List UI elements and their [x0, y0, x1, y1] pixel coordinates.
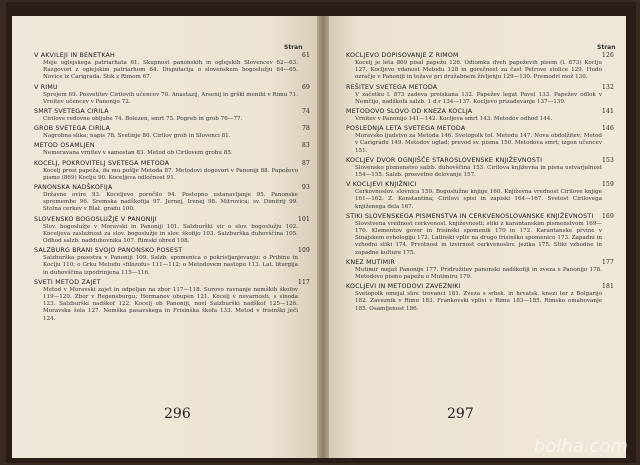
chapter-page-number: 93 [301, 184, 310, 192]
chapter-title-text: KNEZ MUTIMIR [346, 258, 395, 266]
chapter-title-text: REŠITEV SVETEGA METODA [346, 83, 438, 91]
chapter-page-number: 169 [601, 212, 614, 220]
toc-entry [34, 52, 310, 82]
watermark: bolha.com [533, 436, 628, 457]
toc-entry [34, 108, 310, 123]
chapter-page-number: 132 [601, 83, 614, 91]
toc-entry [346, 52, 614, 82]
chapter-page-number: 74 [301, 108, 310, 116]
chapter-page-number: 109 [297, 247, 310, 255]
chapter-title-text: POSLEDNJA LETA SVETEGA METODA [346, 125, 466, 133]
chapter-title-text: KOCLJEV DVOR OGNJIŠČE STAROSLOVENSKE KNJIŽEVNOSTI [346, 156, 543, 164]
chapter-summary: Mutimir mejaš Panonije 177. Pridružitev panonski nadškofiji in zveza s Panonijo 178. Metodovo pismo papežu o Mutimiru 179. [355, 266, 602, 281]
toc-entry [346, 213, 614, 257]
toc-entry [346, 181, 614, 211]
table-of-contents-right [346, 52, 614, 315]
chapter-title-text: SALZBURG BRANI SVOJO PANONSKO POSEST [34, 247, 183, 255]
chapter-summary: Nagrobna slika; napis 78. Svetinje 80. Cirilov grob in Slovenci 81. [43, 133, 231, 140]
chapter-title-text: V KOCLJEVI KNJIŽNICI [346, 181, 417, 189]
chapter-summary: Moravsko ljudstvo za Metoda 146. Svetopolk tol. Metodu 147. Nova obdolžitev; Metod v Carigradu 149. Metodov uglad; prevod sv. pisma 150. Metodova smrt; izgon učencev 151. [355, 133, 602, 154]
page-column-label: Stran [284, 44, 303, 51]
chapter-title [34, 52, 310, 60]
chapter-page-number: 146 [601, 125, 614, 133]
chapter-page-number: 87 [301, 159, 310, 167]
chapter-summary: Slovensko pismenstvo salzb. duhovščina 153. Cirilova književna in pisna ustvarjalnost 154—155. Salzb. prosvetno delovanje 157. [355, 164, 602, 179]
chapter-title-text: SMRT SVETEGA CIRILA [34, 108, 109, 116]
chapter-title-text: V AKVILEJI IN BENETKAH [34, 52, 115, 59]
chapter-summary: Nemeravana vrnitev v samostan 83. Metod ob Cirilovem grobu 85. [43, 150, 233, 157]
chapter-page-number: 117 [297, 278, 310, 286]
chapter-page-number: 181 [601, 283, 614, 291]
chapter-title [346, 125, 614, 133]
chapter-summary: V začetku l. 873 zadeva preiskana 132. Papežev legat Pavel 133. Papežev odlok v Nemčijo, nadškofa salzb. 1 d.r 134—137. Kocljevo prizadevanje 137—139. [355, 91, 602, 105]
chapter-title-text: SLOVENSKO BOGOSLUŽJE V PANONIJI [34, 215, 157, 223]
chapter-summary: Salzburška posestva v Panoniji 109. Salzb. spomenica o pokristjanjevanju; o Pribinu in Koclju 110; o Grku Metodu «filozofu» 111—112; o Metodovem nastopu 113. Lat. liturgija in duhovščina izpodrinjena 115—116. [43, 255, 298, 276]
chapter-page-number: 83 [301, 142, 310, 150]
chapter-page-number: 61 [301, 52, 310, 59]
chapter-title [346, 181, 614, 189]
table-of-contents-left [34, 52, 310, 325]
chapter-title [346, 259, 614, 267]
chapter-summary: Slov. bogoslužje v Moravski in Panoniji 101. Salzburški vir o slov. bogoslužju 102. Koceljeva zaslužnost za slov. bogoslužje in slov. škofijo 103. Salzburška duhovščina 105. Odhod salzb. nadduhovnika 107. Rimski obred 108. [43, 223, 298, 245]
chapter-page-number: 101 [297, 215, 310, 223]
chapter-title [34, 125, 310, 133]
page-column-label: Stran [597, 44, 616, 51]
open-book [6, 2, 636, 463]
chapter-title [346, 84, 614, 92]
toc-entry [34, 160, 310, 182]
toc-entry [346, 259, 614, 281]
chapter-title-text: METODOVO SLOVO OD KNEZA KOCLJA [346, 108, 473, 116]
chapter-title-text: V RIMU [34, 83, 58, 91]
chapter-title-text: KOCELJ, POKROVITELJ SVETEGA METODA [34, 159, 170, 167]
chapter-page-number: 69 [301, 83, 310, 91]
chapter-title [34, 279, 310, 287]
toc-entry [346, 84, 614, 106]
chapter-summary: Meje oglejskega patriarhata 61. Skupnost panonskih in oglejskih Slovencev 62—63. Razgovori z oglejskim patriarhom 64. Dispulacija o slovenskem bogoslužju 64—65. Novice iz Carigrada. Stik z Rimom 67. [43, 60, 298, 81]
chapter-summary: Svetopolk omejal slov. trovanci 181. Zveza s srbsk. in hrvatsk. knezi ter z Bolgarijo 182. Zaveznik v Rimu 183. Frankovski vplivi v Rimu 183—185. Rimsko omahovanje 185. Osamljenost 186. [355, 291, 602, 312]
toc-entry [34, 142, 310, 157]
toc-entry [346, 283, 614, 313]
chapter-title-text: SVETI METOD ZAJET [34, 278, 101, 286]
left-page [12, 16, 317, 458]
chapter-title [34, 108, 310, 116]
chapter-page-number: 141 [601, 108, 614, 116]
chapter-summary: Cerkovnoslov. slovnica 159. Bogoslužne knjige 160. Književna vrednost Cirilove knjige 161—162. Z. Konstantina; Cirilovi spisi in zapiski 164—167. Svetost Cirilovega knjiženega dela 167. [355, 189, 602, 210]
page-number: 296 [164, 406, 191, 422]
toc-entry [34, 247, 310, 277]
chapter-summary: Cirilove redovne obljube 74. Bolezen, smrt 75. Pogreb in grob 76—77. [43, 116, 243, 123]
chapter-title-text: METOD OSAMLJEN [34, 142, 95, 150]
toc-entry [34, 216, 310, 246]
chapter-summary: Kocelj je leta 869 pisal papežu 126. Odiomka dveh papeževih pisem (l. 873) Koclju 127. Kocljevo vdanost Metodu 128 in gorečnost za čast Petrove stolice 129. Hudo ozračje v Panoniji in težave pri družabnem življenju 129—130. Premodri mož 130. [355, 60, 602, 81]
chapter-title-text: KOCLJEVO DOPISOVANJE Z RIMOM [346, 52, 459, 59]
toc-entry [34, 84, 310, 106]
chapter-title-text: STIKI SLOVENSKEGA PISMENSTVA IN CERKVENOSLOVANSKE KNJIŽEVNOSTI [346, 212, 594, 220]
toc-entry [346, 108, 614, 123]
chapter-summary: Slovstvena vrednost cerkvenosl. književnosti; stiki z karantanskim pismenstvom 169—170. Klementov govor in frisinški spomenik 170 in 172. Karantanske prvine v Sinajskem evhologiju 172. Latinski vpliv na drugo frisinško spomenico 173. Zapadni in vzhodni stiki 174. Prvotnost in izvirnost cerkvenoslov. jezika 175. Stiki vzhodne in zapadne kulture 175. [355, 220, 602, 256]
chapter-page-number: 78 [301, 125, 310, 133]
chapter-page-number: 153 [601, 156, 614, 164]
toc-entry [346, 157, 614, 179]
chapter-summary: Vrnitev v Panonijo 141—142. Kocljeva smrt 143. Metodov odhod 144. [355, 116, 553, 123]
chapter-title-text: PANONSKA NADŠKOFIJA [34, 184, 113, 192]
chapter-title [34, 247, 310, 255]
chapter-title [34, 184, 310, 192]
chapter-summary: Državne ovire 93. Koceljevo poročilo 94. Postopno ustanavljanje 95. Panonske spremembe 96. Sremska nadškofija 97. Jernej, Irenej 98. Mitrovica; sv. Dimitrij 99. Stolna cerkev v Blat. gradu 100. [43, 192, 298, 213]
chapter-summary: Sprejem 69. Posvetitev Cirilovih učencev 70. Anastazij, Arsenij in grški menihi v Rimu 71. Vrnitev učencev v Panonijo 72. [43, 91, 298, 105]
chapter-title [346, 213, 614, 221]
toc-entry [34, 279, 310, 323]
chapter-title-text: GROB SVETEGA CIRILA [34, 125, 111, 133]
toc-entry [346, 125, 614, 155]
chapter-title [34, 160, 310, 168]
toc-entry [34, 125, 310, 140]
chapter-page-number: 177 [601, 258, 614, 266]
chapter-summary: Kocelj prosi papeža, da mu pošlje Metoda 87. Metodovi dogovori v Panoniji 88. Papeževo pismo (869) Koclju 90. Koceljeva odločnost 91. [43, 167, 298, 181]
chapter-title [346, 283, 614, 291]
chapter-title-text: KOCLJEVI IN METODOVI ZAVEZNIKI [346, 283, 461, 291]
chapter-title [346, 108, 614, 116]
chapter-title [34, 142, 310, 150]
toc-entry [34, 184, 310, 214]
chapter-summary: Metod v Moravski zajet in odpeljan na zbor 117—118. Surovo ravnanje nemških škofov 119—120. Zbor v Regensburgu; Hermanov obupen 121. Kocelj v nevarnosti, s sinoda 123. Salzburški nadškof 122. Kocelj ob Panoniji, novi Salzburški nadškof 125—126. Moravska šola 127. Nemška pasavskega in Frisinška škofa 133. Metod v frisinški ječi 124. [43, 286, 298, 322]
right-page [329, 16, 626, 458]
chapter-page-number: 159 [601, 181, 614, 189]
book-gutter [317, 16, 329, 458]
chapter-title [34, 84, 310, 92]
page-number: 297 [447, 406, 474, 422]
chapter-title [34, 216, 310, 224]
chapter-title [346, 157, 614, 165]
chapter-title [346, 52, 614, 60]
chapter-page-number: 126 [601, 52, 614, 59]
